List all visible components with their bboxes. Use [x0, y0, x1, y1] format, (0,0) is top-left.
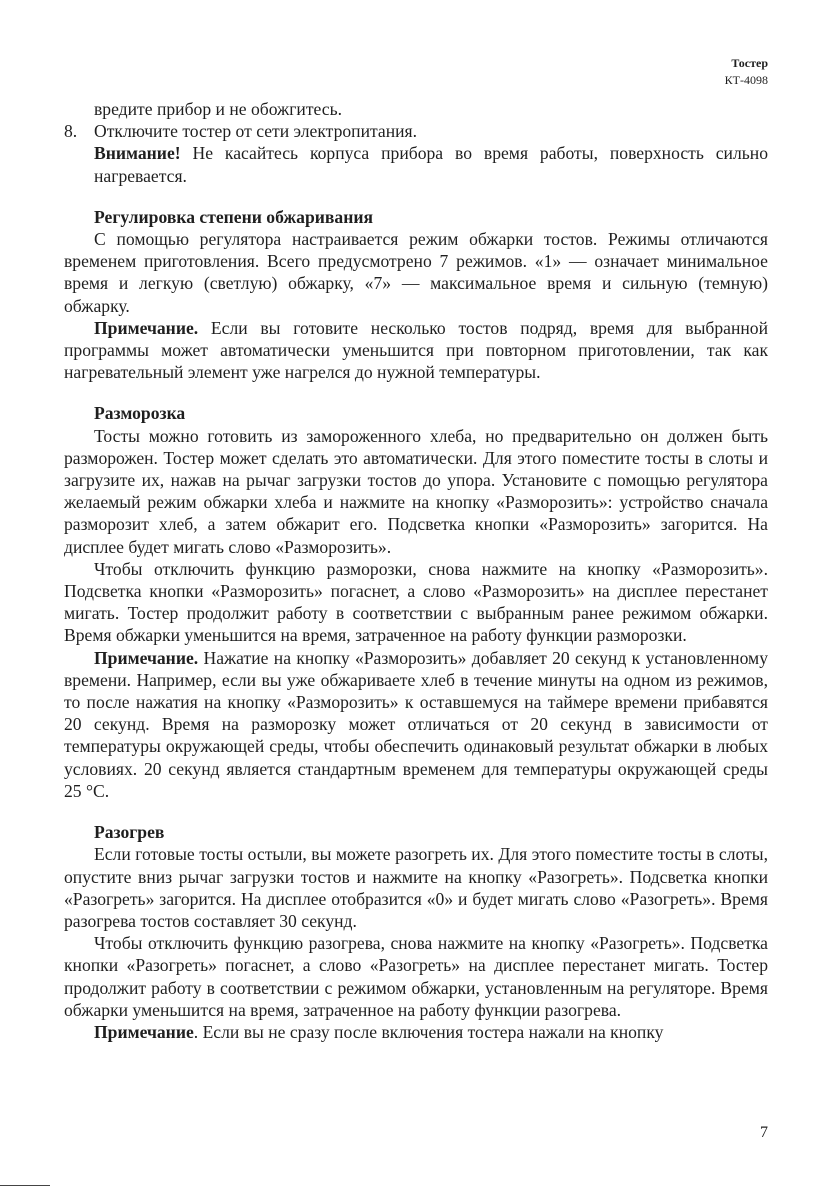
- defrost-note: [64, 647, 768, 802]
- list-item-8: [64, 120, 768, 142]
- defrost-paragraph-1: Тосты можно готовить из замороженного хлеба, но предварительно он должен быть разморожен. Тостер может сделать это автоматически. Для этого поместите тосты в слоты и загрузите их, нажав на рычаг загрузки тостов до упора. Установите с помощью регулятора желаемый режим обжарки хлеба и нажмите на кнопку «Разморозить»: устройство сначала разморозит хлеб, а затем обжарит его. Подсветка кнопки «Разморозить» загорится. На дисплее будет мигать слово «Разморозить».: [64, 425, 768, 557]
- list-item-number: 8.: [64, 121, 78, 142]
- warning-text: Не касайтесь корпуса прибора во время работы, поверхность сильно нагревается.: [94, 143, 768, 186]
- running-header: [725, 55, 768, 89]
- section-gap: [64, 802, 768, 821]
- page-number: 7: [760, 1124, 768, 1141]
- section-heading-defrost: Разморозка: [94, 403, 186, 424]
- reheat-paragraph-2: Чтобы отключить функцию разогрева, снова нажмите на кнопку «Разогреть». Подсветка кнопки «Разогреть» погаснет, а слово «Разогреть» на дисплее перестанет мигать. Тостер продолжит работу в соответствии с режимом обжарки, установленным на регуляторе. Время обжарки уменьшится на время, затраченное на работу функции разогрева.: [64, 933, 768, 1020]
- defrost-paragraph-2: Чтобы отключить функцию разморозки, снова нажмите на кнопку «Разморозить». Подсветка кнопки «Разморозить» погаснет, а слово «Разморозить» на дисплее перестанет мигать. Тостер продолжит работу в соответствии с выбранным ранее режимом обжарки. Время обжарки уменьшится на время, затраченное на работу функции разморозки.: [64, 558, 768, 646]
- browning-note: [64, 317, 768, 384]
- section-heading-browning: Регулировка степени обжаривания: [94, 206, 373, 227]
- note-label: Примечание: [94, 1021, 194, 1042]
- section-gap: [64, 187, 768, 206]
- warning-paragraph: [64, 142, 768, 186]
- footer-rule: [0, 1185, 50, 1186]
- note-label: Примечание.: [94, 647, 199, 668]
- reheat-paragraph-1: Если готовые тосты остыли, вы можете разогреть их. Для этого поместите тосты в слоты, опустите вниз рычаг загрузки тостов и нажмите на кнопку «Разогреть». Подсветка кнопки «Разогреть» загорится. На дисплее отобразится «0» и будет мигать слово «Разогреть». Время разогрева тостов составляет 30 секунд.: [64, 844, 768, 931]
- header-product: Тостер: [731, 56, 768, 70]
- note-text: . Если вы не сразу после включения тостера нажали на кнопку: [193, 1021, 664, 1042]
- note-text: Если вы готовите несколько тостов подряд, время для выбранной программы может автоматически уменьшится при повторном приготовлении, так как нагревательный элемент уже нагрелся до нужной температуры.: [64, 317, 768, 383]
- section-gap: [64, 383, 768, 402]
- header-model: КТ-4098: [724, 73, 768, 87]
- section-heading-reheat: Разогрев: [94, 822, 165, 843]
- list-item-text: Отключите тостер от сети электропитания.: [94, 121, 418, 142]
- continuation-line: вредите прибор и не обожгитесь.: [94, 99, 343, 119]
- warning-label: Внимание!: [94, 143, 181, 164]
- note-label: Примечание.: [94, 317, 199, 338]
- main-text: [64, 98, 768, 1043]
- reheat-note: [64, 1021, 768, 1043]
- browning-paragraph: С помощью регулятора настраивается режим обжарки тостов. Режимы отличаются временем приготовления. Всего предусмотрено 7 режимов. «1» — означает минимальное время и легкую (светлую) обжарку, «7» — максимальное время и сильную (темную) обжарку.: [64, 229, 768, 316]
- note-text: Нажатие на кнопку «Разморозить» добавляет 20 секунд к установленному времени. Например, если вы уже обжариваете хлеб в течение минуты на одном из режимов, то после нажатия на кнопку «Разморозить» к оставшемуся на таймере времени прибавятся 20 секунд. Время на разморозку может отличаться от 20 секунд в зависимости от температуры окружающей среды, чтобы обеспечить одинаковый результат обжарки в любых условиях. 20 секунд является стандартным временем для температуры окружающей среды 25 °С.: [64, 647, 768, 801]
